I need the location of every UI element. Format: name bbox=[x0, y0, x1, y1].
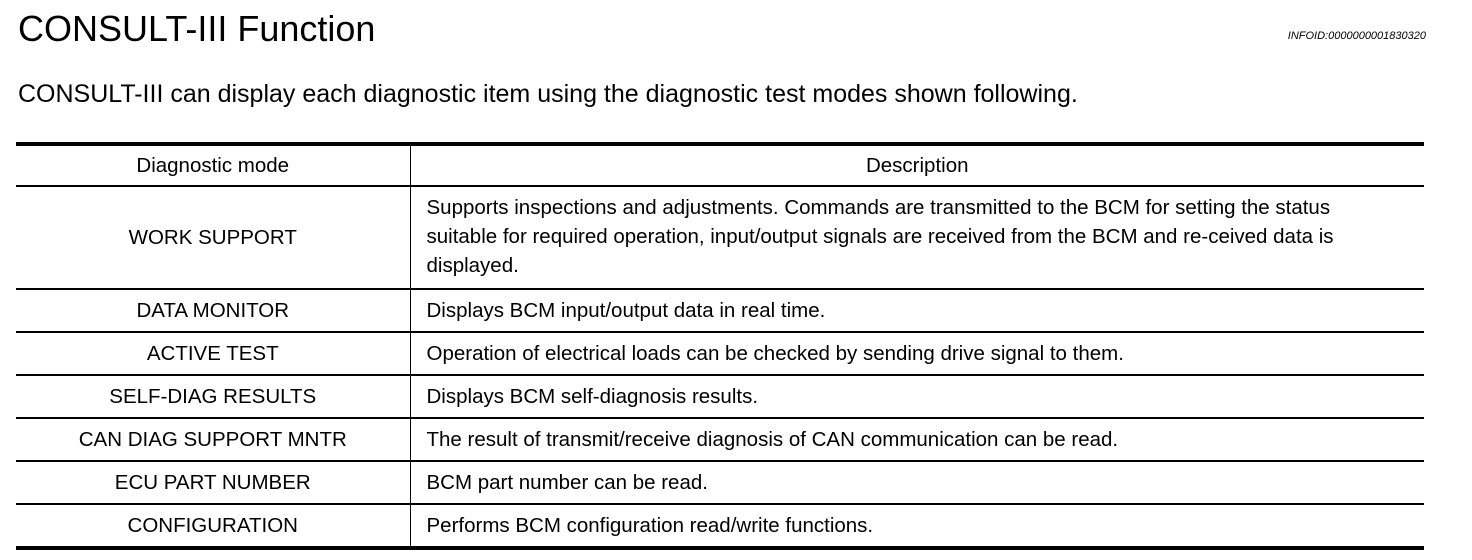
description-cell: Displays BCM self-diagnosis results. bbox=[410, 375, 1424, 418]
description-cell: Performs BCM configuration read/write functions. bbox=[410, 504, 1424, 548]
table-row bbox=[16, 375, 1424, 418]
table-row bbox=[16, 332, 1424, 375]
mode-cell: ACTIVE TEST bbox=[16, 332, 410, 375]
column-header-diagnostic-mode: Diagnostic mode bbox=[16, 144, 410, 186]
table-row bbox=[16, 504, 1424, 548]
page-title: CONSULT-III Function bbox=[18, 8, 376, 49]
mode-cell: SELF-DIAG RESULTS bbox=[16, 375, 410, 418]
table-row bbox=[16, 418, 1424, 461]
mode-cell: WORK SUPPORT bbox=[16, 186, 410, 289]
description-cell: Supports inspections and adjustments. Commands are transmitted to the BCM for setting the status suitable for required operation, input/output signals are received from the BCM and re-ceived data is displayed. bbox=[410, 186, 1424, 289]
description-cell: Displays BCM input/output data in real time. bbox=[410, 289, 1424, 332]
diagnostic-mode-table bbox=[16, 142, 1424, 550]
table-row bbox=[16, 289, 1424, 332]
description-cell: BCM part number can be read. bbox=[410, 461, 1424, 504]
table-row bbox=[16, 186, 1424, 289]
intro-paragraph: CONSULT-III can display each diagnostic item using the diagnostic test modes shown following. bbox=[18, 80, 1078, 108]
description-cell: The result of transmit/receive diagnosis of CAN communication can be read. bbox=[410, 418, 1424, 461]
mode-cell: CONFIGURATION bbox=[16, 504, 410, 548]
info-id: INFOID:0000000001830320 bbox=[1287, 30, 1426, 42]
mode-cell: DATA MONITOR bbox=[16, 289, 410, 332]
mode-cell: ECU PART NUMBER bbox=[16, 461, 410, 504]
table-row bbox=[16, 461, 1424, 504]
column-header-description: Description bbox=[410, 144, 1424, 186]
description-cell: Operation of electrical loads can be checked by sending drive signal to them. bbox=[410, 332, 1424, 375]
table-header-row bbox=[16, 144, 1424, 186]
mode-cell: CAN DIAG SUPPORT MNTR bbox=[16, 418, 410, 461]
